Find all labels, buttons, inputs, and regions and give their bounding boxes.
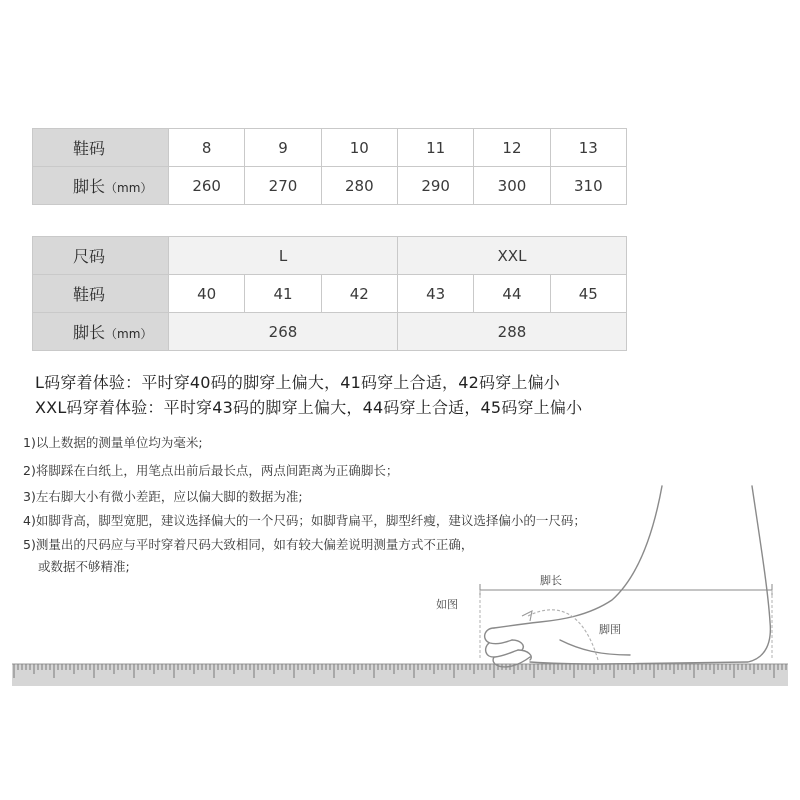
foot-length-cell: 310 [550, 167, 626, 205]
fit-experience-l: L码穿着体验：平时穿40码的脚穿上偏大，41码穿上合适，42码穿上偏小 [35, 373, 560, 392]
row-label-shoe-size: 鞋码 [33, 275, 169, 313]
fit-experience-xxl: XXL码穿着体验：平时穿43码的脚穿上偏大，44码穿上合适，45码穿上偏小 [35, 398, 583, 417]
shoe-size-cell: 40 [169, 275, 245, 313]
shoe-size-cell: 12 [474, 129, 550, 167]
shoe-size-cell: 42 [321, 275, 397, 313]
foot-length-cell-l: 268 [169, 313, 398, 351]
shoe-size-cell: 9 [245, 129, 321, 167]
row-label-size: 尺码 [33, 237, 169, 275]
measurement-note: 5)测量出的尺码应与平时穿着尺码大致相同，如有较大偏差说明测量方式不正确， [23, 537, 474, 552]
measurement-note: 3)左右脚大小有微小差距，应以偏大脚的数据为准; [23, 489, 303, 504]
foot-length-cell-xxl: 288 [397, 313, 626, 351]
foot-length-cell: 280 [321, 167, 397, 205]
shoe-size-cell: 43 [397, 275, 473, 313]
size-cell-l: L [169, 237, 398, 275]
foot-length-cell: 300 [474, 167, 550, 205]
foot-length-cell: 260 [169, 167, 245, 205]
foot-length-cell: 290 [397, 167, 473, 205]
shoe-size-cell: 11 [397, 129, 473, 167]
girth-curve [522, 610, 598, 660]
unit-label: （mm） [105, 327, 153, 341]
shoe-size-cell: 44 [474, 275, 550, 313]
girth-label: 脚围 [599, 623, 621, 636]
ruler [12, 664, 788, 686]
length-label: 脚长 [540, 574, 562, 587]
shoe-size-cell: 13 [550, 129, 626, 167]
measurement-note: 或数据不够精准; [38, 559, 130, 574]
unit-label: （mm） [105, 181, 153, 195]
size-cell-xxl: XXL [397, 237, 626, 275]
shoe-size-cell: 8 [169, 129, 245, 167]
shoe-size-cell: 10 [321, 129, 397, 167]
row-label-text: 脚长 [73, 323, 106, 342]
row-label-text: 脚长 [73, 177, 106, 196]
shoe-size-cell: 45 [550, 275, 626, 313]
shoe-size-cell: 41 [245, 275, 321, 313]
foot-length-cell: 270 [245, 167, 321, 205]
foot-outline [485, 486, 771, 667]
example-label: 如图 [436, 598, 458, 611]
row-label-shoe-size: 鞋码 [33, 129, 169, 167]
measurement-note: 2)将脚踩在白纸上，用笔点出前后最长点，两点间距离为正确脚长； [23, 463, 399, 478]
measurement-note: 1)以上数据的测量单位均为毫米; [23, 435, 203, 450]
length-dimension [480, 584, 772, 660]
measurement-note: 4)如脚背高，脚型宽肥，建议选择偏大的一个尺码；如脚背扁平，脚型纤瘦，建议选择偏小的一尺码； [23, 513, 586, 528]
